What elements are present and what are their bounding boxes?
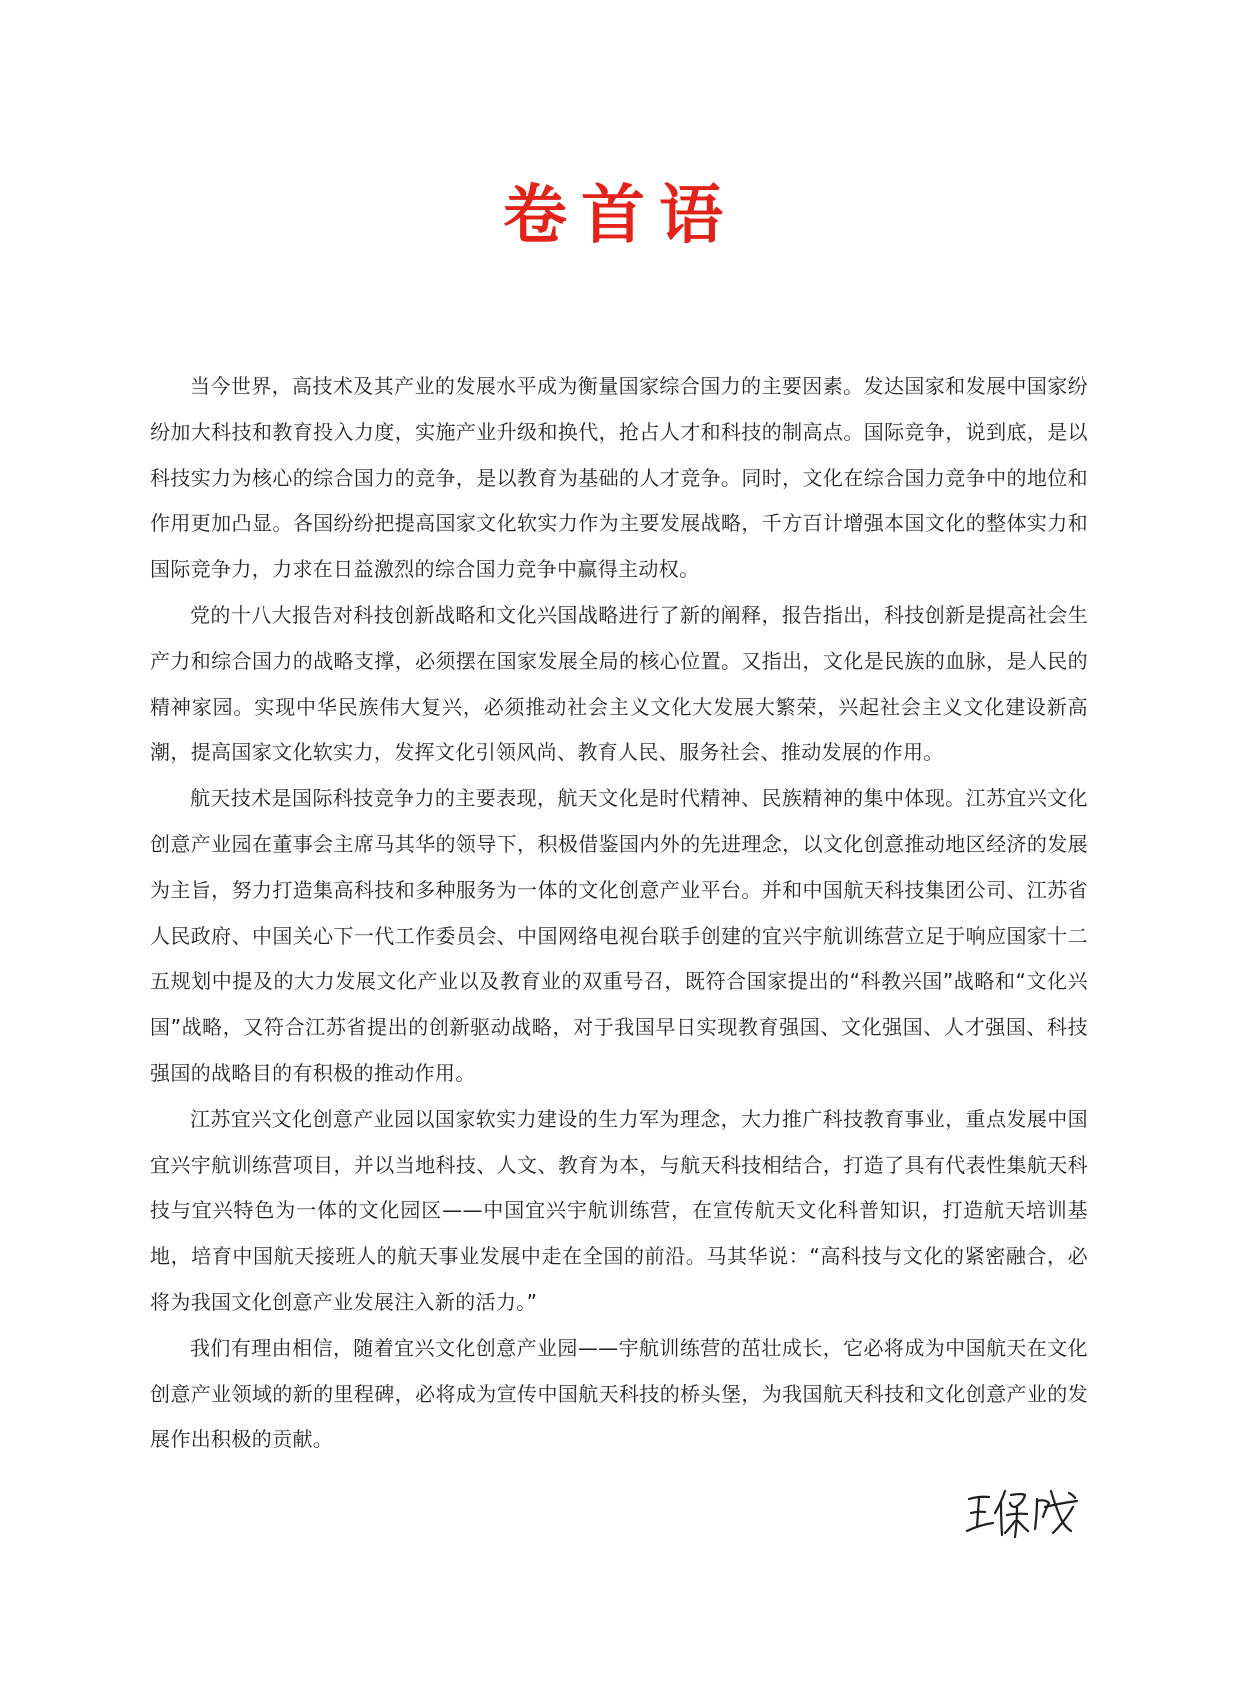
page-title: 卷首语 — [503, 179, 737, 253]
paragraph-1: 当今世界，高技术及其产业的发展水平成为衡量国家综合国力的主要因素。发达国家和发展中国家纷纷加大科技和教育投入力度，实施产业升级和换代，抢占人才和科技的制高点。国际竞争，说到底，是以科技实力为核心的综合国力的竞争，是以教育为基础的人才竞争。同时，文化在综合国力竞争中的地位和作用更加凸显。各国纷纷把提高国家文化软实力作为主要发展战略，千方百计增强本国文化的整体实力和国际竞争力，力求在日益激烈的综合国力竞争中赢得主动权。 — [150, 374, 1088, 582]
body-text — [150, 364, 1088, 1463]
paragraph-3: 航天技术是国际科技竞争力的主要表现，航天文化是时代精神、民族精神的集中体现。江苏宜兴文化创意产业园在董事会主席马其华的领导下，积极借鉴国内外的先进理念，以文化创意推动地区经济的发展为主旨，努力打造集高科技和多种服务为一体的文化创意产业平台。并和中国航天科技集团公司、江苏省人民政府、中国关心下一代工作委员会、中国网络电视台联手创建的宜兴宇航训练营立足于响应国家十二五规划中提及的大力发展文化产业以及教育业的双重号召，既符合国家提出的“科教兴国”战略和“文化兴国”战略，又符合江苏省提出的创新驱动战略，对于我国早日实现教育强国、文化强国、人才强国、科技强国的战略目的有积极的推动作用。 — [150, 786, 1088, 1085]
handwritten-signature — [965, 1485, 1085, 1543]
paragraph-4: 江苏宜兴文化创意产业园以国家软实力建设的生力军为理念，大力推广科技教育事业，重点发展中国宜兴宇航训练营项目，并以当地科技、人文、教育为本，与航天科技相结合，打造了具有代表性集航天科技与宜兴特色为一体的文化园区——中国宜兴宇航训练营，在宣传航天文化科普知识，打造航天培训基地，培育中国航天接班人的航天事业发展中走在全国的前沿。马其华说：“高科技与文化的紧密融合，必将为我国文化创意产业发展注入新的活力。” — [150, 1106, 1088, 1314]
paragraph-5: 我们有理由相信，随着宜兴文化创意产业园——宇航训练营的茁壮成长，它必将成为中国航天在文化创意产业领域的新的里程碑，必将成为宣传中国航天科技的桥头堡，为我国航天科技和文化创意产业的发展作出积极的贡献。 — [150, 1335, 1088, 1452]
paragraph-2: 党的十八大报告对科技创新战略和文化兴国战略进行了新的阐释，报告指出，科技创新是提高社会生产力和综合国力的战略支撑，必须摆在国家发展全局的核心位置。又指出，文化是民族的血脉，是人民的精神家园。实现中华民族伟大复兴，必须推动社会主义文化大发展大繁荣，兴起社会主义文化建设新高潮，提高国家文化软实力，发挥文化引领风尚、教育人民、服务社会、推动发展的作用。 — [150, 602, 1088, 765]
